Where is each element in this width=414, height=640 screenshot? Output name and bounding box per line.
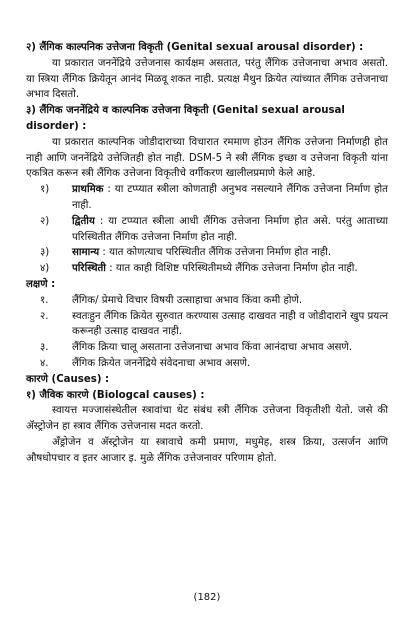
list-item bbox=[26, 309, 388, 341]
section-2-heading: २) लैंगिक काल्पनिक उत्तेजना विकृती (Genital sexual arousal disorder) : bbox=[26, 42, 364, 53]
section-2-paragraph: या प्रकारात जननेंद्रिये उत्तेजनास कार्यक्षम असतात, परंतु लैंगिक उत्तेजनाचा अभाव असतो. या स्त्रिया लैंगिक क्रियेतून आनंद मिळवू शकत नाही. प्रत्यक्ष मैथुन क्रियेत त्यांच्यात लैंगिक उत्तेजनाचा अभाव दिसतो. bbox=[26, 57, 388, 101]
causes-paragraph-2: ॲंड्रोजेन व ॲस्ट्रोजेन या स्त्रावाचे कमी प्रमाण, मधुमेह, शस्त्र क्रिया, उत्सर्जन आणि औषधोपचार व इतर आजार इ. मुळे लैंगिक उत्तेजनावर परिणाम होतो. bbox=[26, 436, 388, 464]
list-number: ३. bbox=[40, 342, 49, 354]
list-number: ४. bbox=[40, 357, 49, 369]
list-term: परिस्थिती bbox=[72, 263, 106, 275]
list-item bbox=[26, 356, 388, 372]
list-item bbox=[26, 214, 388, 246]
list-text: : या टप्प्यात स्त्रीला आधी लैंगिक उत्तेजना निर्माण होत असे. परंतु आताच्या परिस्थितीत लैंगिक उत्तेजना निर्माण होत नाही. bbox=[72, 215, 388, 243]
section-3-heading: ३) लैंगिक जननेंद्रिये व काल्पनिक उत्तेजना विकृती (Genital sexual arousal disorder) : bbox=[26, 105, 345, 132]
list-text: : या टप्प्यात स्त्रीला कोणताही अनुभव नसल्याने लैंगिक उत्तेजना निर्माण होत नाही. bbox=[72, 184, 388, 211]
causes-paragraph-1: स्वायत्त मज्जासंस्थेतील स्त्रावांचा थेट संबंध स्त्री लैंगिक उत्तेजना विकृतीशी येतो. जसे की ॲस्ट्रोजेन हा स्त्राव लैंगिक उत्तेजनास मदत करतो. bbox=[26, 405, 388, 433]
list-number: १. bbox=[40, 294, 49, 306]
list-number: १) bbox=[40, 184, 50, 196]
list-item bbox=[26, 261, 388, 277]
list-text: : यात कोणत्याच परिस्थितीत लैंगिक उत्तेजना निर्माण होत नाही. bbox=[99, 247, 332, 259]
section-3-paragraph: या प्रकारात काल्पनिक जोडीदाराच्या विचारात रममाण होउन लैंगिक उत्तेजना निर्माणही होत नाही आणि जननेंद्रिये उत्तेजितही होत नाही. DSM-5 ने स्त्री लैंगिक इच्छा व उत्तेजना विकृती यांना एकत्रित करून स्त्री लैंगिक उत्तेजना विकृतीचे वर्गीकरण खालीलप्रमाणे केले आहे. bbox=[26, 136, 388, 180]
list-number: ४) bbox=[40, 263, 50, 275]
list-number: ३) bbox=[40, 247, 50, 259]
list-number: २. bbox=[40, 310, 49, 322]
list-number: २) bbox=[40, 215, 50, 227]
causes-heading: कारणे (Causes) : bbox=[26, 373, 110, 385]
list-text: लैंगिक क्रिया चालू असताना उत्तेजनाचा अभाव किंवा आनंदाचा अभाव असणे. bbox=[72, 342, 353, 354]
list-term: द्वितीय bbox=[72, 215, 95, 227]
list-text: : यात काही विशिष्ट परिस्थितीमध्ये लैंगिक उत्तेजना निर्माण होत नाही. bbox=[105, 263, 358, 275]
list-text: स्वतःहुन लैंगिक क्रियेत सुरुवात करण्यास उत्साह दाखवत नाही व जोडीदाराने खुप प्रयत्न करूनही उत्साह दाखवत नाही. bbox=[72, 310, 388, 338]
list-term: प्राथमिक bbox=[72, 184, 104, 196]
classification-list bbox=[26, 182, 388, 277]
biological-causes-heading: १) जैविक कारणे (Biologcal causes) : bbox=[26, 389, 205, 401]
list-item bbox=[26, 293, 388, 309]
list-term: सामान्य bbox=[72, 247, 100, 259]
list-item bbox=[26, 340, 388, 356]
list-item bbox=[26, 245, 388, 261]
list-item bbox=[26, 182, 388, 214]
page-number: (182) bbox=[193, 592, 221, 603]
list-text: लैंगिक/ प्रेमाचे विचार विषयी उत्साहाचा अभाव किंवा कमी होणे. bbox=[72, 294, 303, 306]
document-page bbox=[26, 40, 388, 467]
list-text: लैंगिक क्रियेत जननेंद्रिये संवेदनाचा अभाव असणे. bbox=[72, 357, 251, 369]
symptoms-list bbox=[26, 293, 388, 372]
symptoms-heading: लक्षणे : bbox=[26, 278, 56, 290]
